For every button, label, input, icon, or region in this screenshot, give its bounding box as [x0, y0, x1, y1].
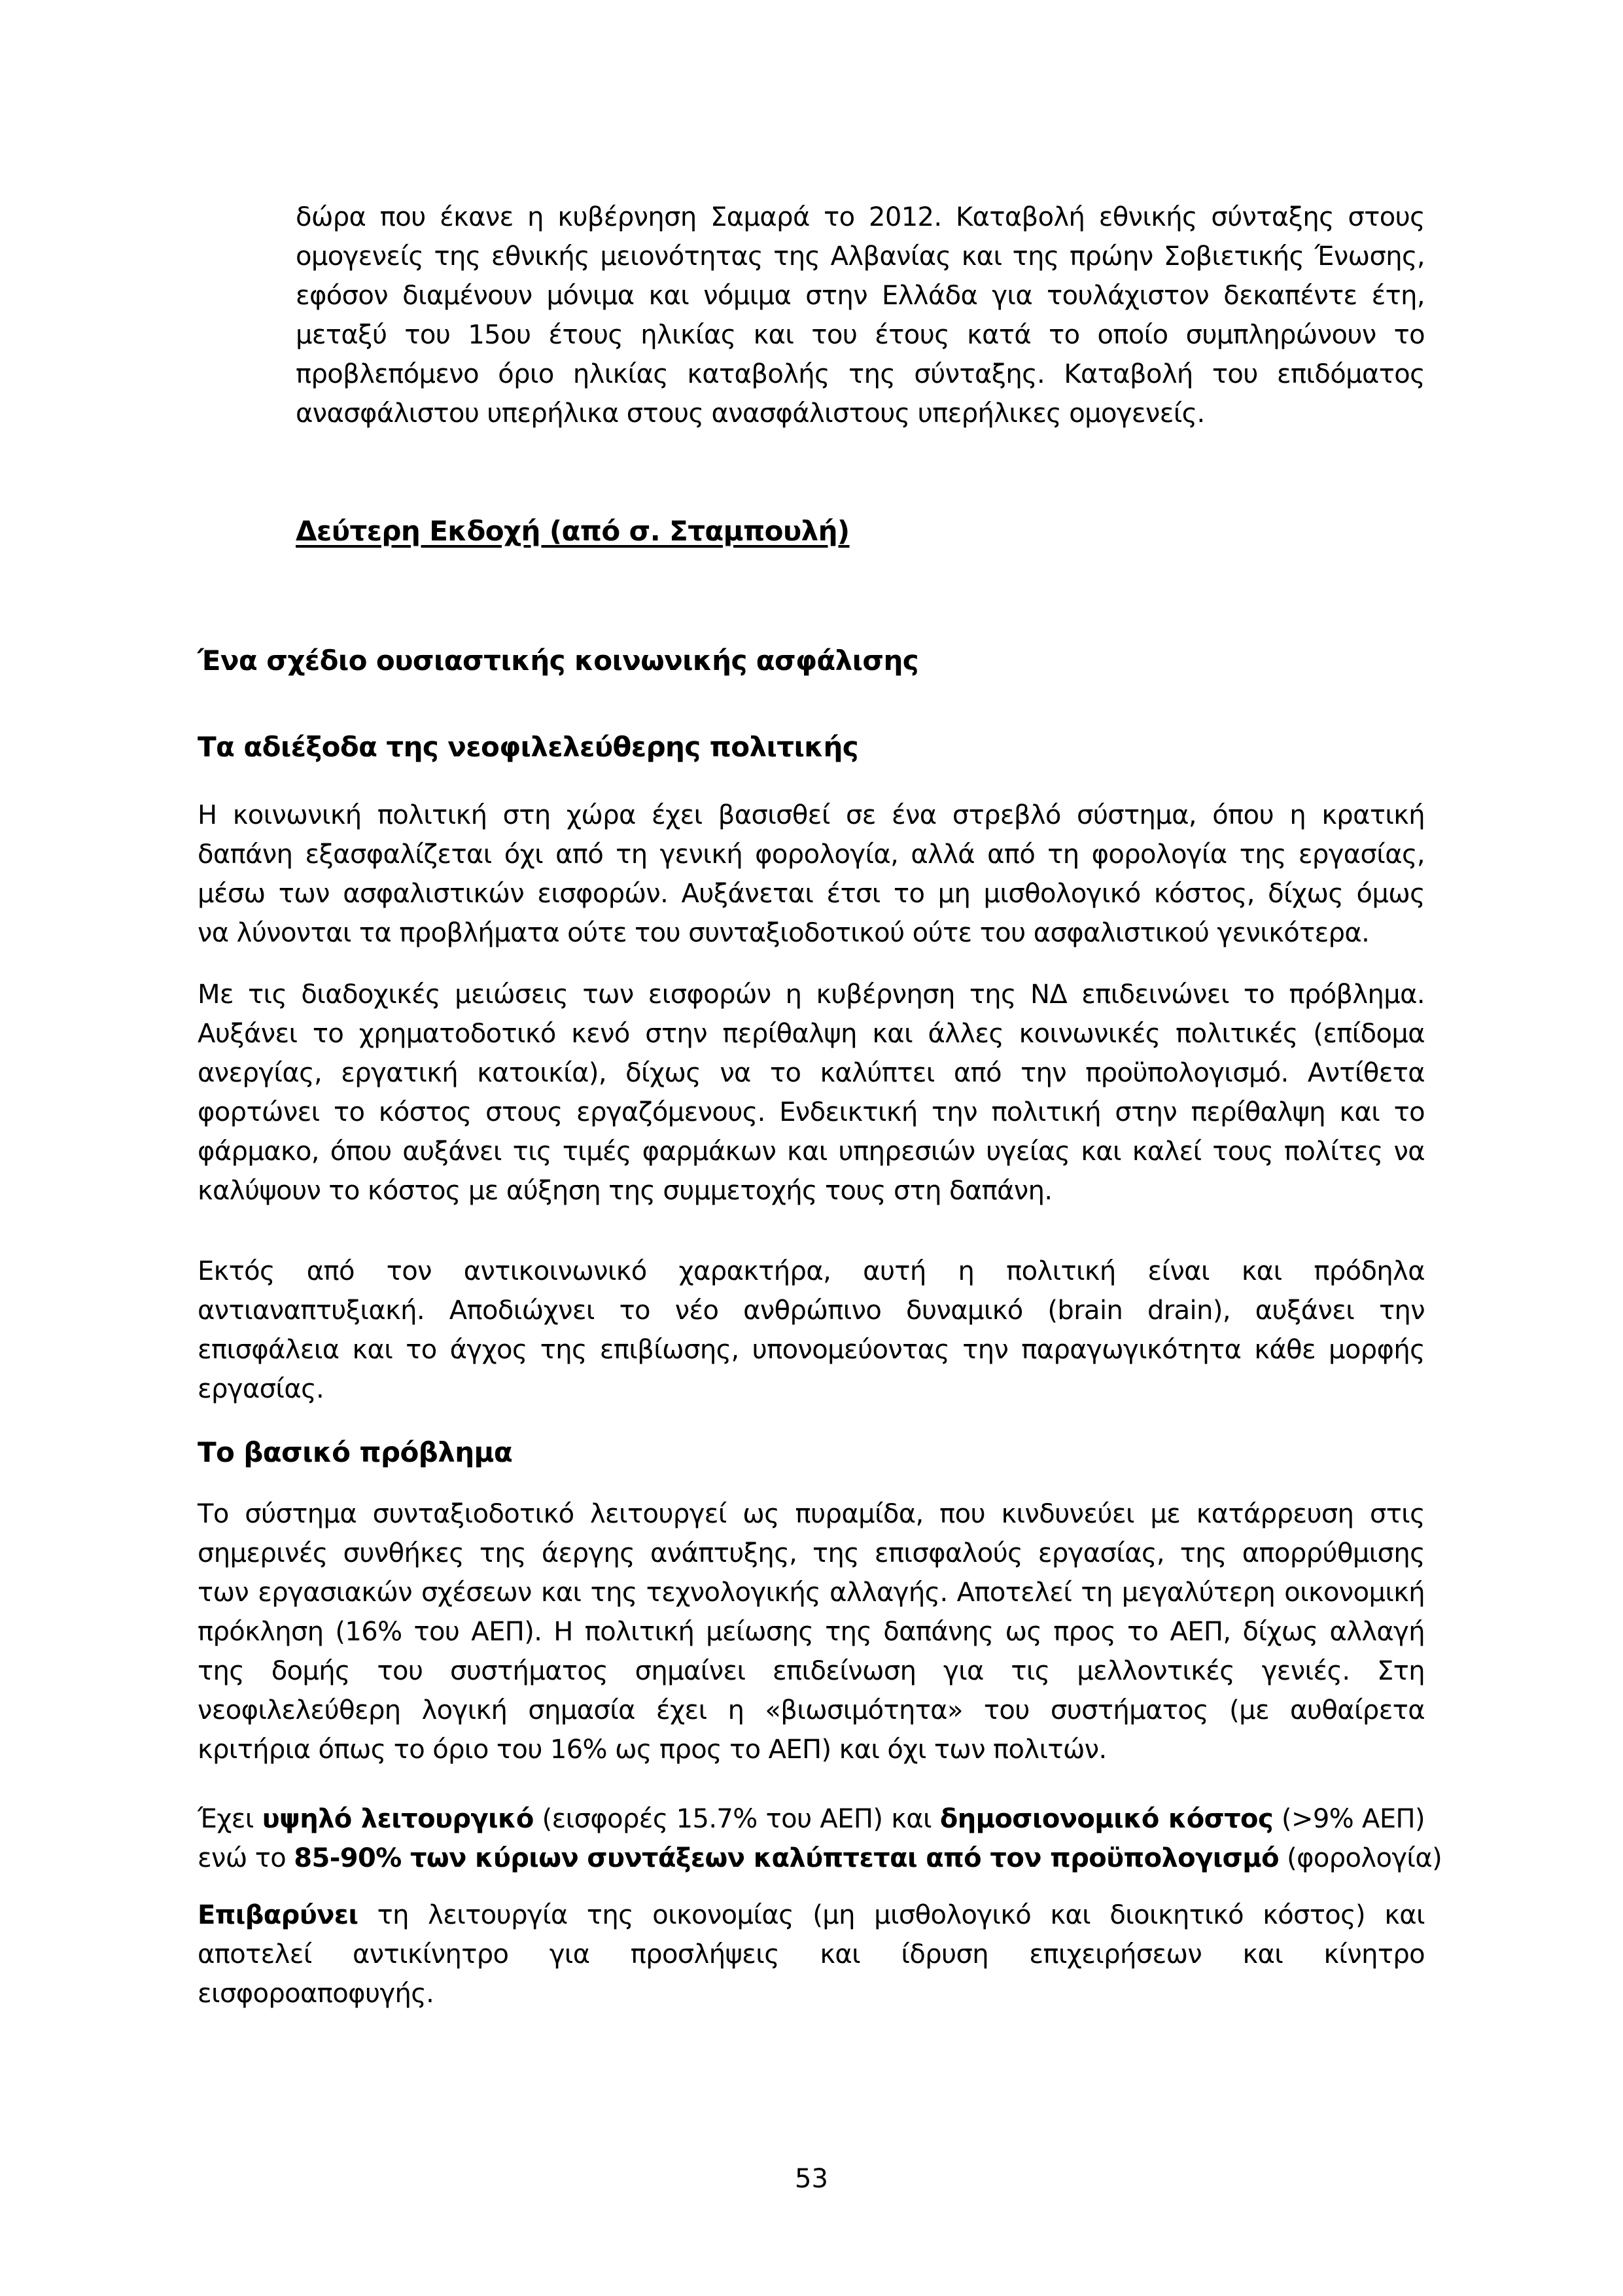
paragraph-line: μέσω των ασφαλιστικών εισφορών. Αυξάνεται έτσι το μη μισθολογικό κόστος, δίχως όμως	[198, 879, 1425, 909]
paragraph-line: Επιβαρύνει τη λειτουργία της οικονομίας (μη μισθολογικό και διοικητικό κόστος) και	[198, 1900, 1425, 1930]
intro-line: προβλεπόμενο όριο ηλικίας καταβολής της σύνταξης. Καταβολή του επιδόματος	[296, 359, 1425, 389]
paragraph-line: καλύψουν το κόστος με αύξηση της συμμετοχής τους στη δαπάνη.	[198, 1176, 1053, 1206]
paragraph-line: Έχει υψηλό λειτουργικό (εισφορές 15.7% του ΑΕΠ) και δημοσιονομικό κόστος (>9% ΑΕΠ)	[198, 1804, 1425, 1834]
paragraph-line: Με τις διαδοχικές μειώσεις των εισφορών η κυβέρνηση της ΝΔ επιδεινώνει το πρόβλημα.	[198, 980, 1425, 1010]
subheading-basic-problem: Το βασικό πρόβλημα	[198, 1436, 513, 1468]
intro-paragraph	[296, 198, 1425, 433]
paragraph-line: να λύνονται τα προβλήματα ούτε του συνταξιοδοτικού ούτε του ασφαλιστικού γενικότερα.	[198, 918, 1370, 948]
intro-line: δώρα που έκανε η κυβέρνηση Σαμαρά το 2012. Καταβολή εθνικής σύνταξης στους	[296, 202, 1425, 232]
intro-line: ομογενείς της εθνικής μειονότητας της Αλβανίας και της πρώην Σοβιετικής Ένωσης,	[296, 241, 1425, 272]
emphasis-fiscal-cost: δημοσιονομικό κόστος	[939, 1804, 1274, 1834]
paragraph-line: φορτώνει το κόστος στους εργαζόμενους. Ενδεικτική την πολιτική στην περίθαλψη και το	[198, 1097, 1425, 1127]
paragraph-line: σημερινές συνθήκες της άεργης ανάπτυξης, της επισφαλούς εργασίας, της απορρύθμισης	[198, 1538, 1425, 1568]
paragraph-3	[198, 1252, 1425, 1409]
paragraph-4	[198, 1494, 1425, 1769]
paragraph-line: αντιαναπτυξιακή. Αποδιώχνει το νέο ανθρώπινο δυναμικό (brain drain), αυξάνει την	[198, 1296, 1425, 1326]
paragraph-line: Η κοινωνική πολιτική στη χώρα έχει βασισθεί σε ένα στρεβλό σύστημα, όπου η κρατική	[198, 800, 1425, 830]
paragraph-1	[198, 796, 1425, 953]
paragraph-line: εισφοροαποφυγής.	[198, 1979, 434, 2009]
paragraph-line: δαπάνη εξασφαλίζεται όχι από τη γενική φορολογία, αλλά από τη φορολογία της εργασίας,	[198, 839, 1425, 870]
paragraph-line: νεοφιλελεύθερη λογική σημασία έχει η «βιωσιμότητα» του συστήματος (με αυθαίρετα	[198, 1695, 1425, 1725]
paragraph-line: Το σύστημα συνταξιοδοτικό λειτουργεί ως πυραμίδα, που κινδυνεύει με κατάρρευση στις	[198, 1499, 1425, 1529]
paragraph-line: Αυξάνει το χρηματοδοτικό κενό στην περίθαλψη και άλλες κοινωνικές πολιτικές (επίδομα	[198, 1019, 1425, 1049]
emphasis-burdens: Επιβαρύνει	[198, 1900, 358, 1930]
paragraph-line: της δομής του συστήματος σημαίνει επιδείνωση για τις μελλοντικές γενιές. Στη	[198, 1656, 1425, 1686]
paragraph-line: των εργασιακών σχέσεων και της τεχνολογικής αλλαγής. Αποτελεί τη μεγαλύτερη οικονομική	[198, 1578, 1425, 1608]
paragraph-line: Εκτός από τον αντικοινωνικό χαρακτήρα, αυτή η πολιτική είναι και πρόδηλα	[198, 1256, 1425, 1286]
section-heading: Δεύτερη Εκδοχή (από σ. Σταμπουλή)	[296, 515, 850, 547]
paragraph-line: ανεργίας, εργατική κατοικία), δίχως να το καλύπτει από την προϋπολογισμό. Αντίθετα	[198, 1058, 1425, 1088]
intro-line: ανασφάλιστου υπερήλικα στους ανασφάλιστους υπερήλικες ομογενείς.	[296, 398, 1205, 429]
emphasis-budget-coverage: 85-90% των κύριων συντάξεων καλύπτεται από τον προϋπολογισμό	[294, 1843, 1279, 1873]
paragraph-2	[198, 975, 1425, 1210]
paragraph-line: εργασίας.	[198, 1374, 324, 1404]
intro-line: μεταξύ του 15ου έτους ηλικίας και του έτους κατά το οποίο συμπληρώνουν το	[296, 320, 1425, 350]
subheading-neoliberal-deadlocks: Τα αδιέξοδα της νεοφιλελεύθερης πολιτικής	[198, 731, 859, 763]
paragraph-line: κριτήρια όπως το όριο του 16% ως προς το ΑΕΠ) και όχι των πολιτών.	[198, 1735, 1107, 1765]
paragraph-line: φάρμακο, όπου αυξάνει τις τιμές φαρμάκων και υπηρεσιών υγείας και καλεί τους πολίτες να	[198, 1137, 1425, 1167]
intro-line: εφόσον διαμένουν μόνιμα και νόμιμα στην Ελλάδα για τουλάχιστον δεκαπέντε έτη,	[296, 281, 1425, 311]
paragraph-line: ενώ το 85-90% των κύριων συντάξεων καλύπτεται από τον προϋπολογισμό (φορολογία)	[198, 1843, 1442, 1873]
emphasis-operating-cost: υψηλό λειτουργικό	[262, 1804, 534, 1834]
document-title: Ένα σχέδιο ουσιαστικής κοινωνικής ασφάλισης	[198, 645, 919, 677]
paragraph-5	[198, 1799, 1442, 1878]
paragraph-line: πρόκληση (16% του ΑΕΠ). Η πολιτική μείωσης της δαπάνης ως προς το ΑΕΠ, δίχως αλλαγή	[198, 1617, 1425, 1647]
paragraph-line: αποτελεί αντικίνητρο για προσλήψεις και ίδρυση επιχειρήσεων και κίνητρο	[198, 1939, 1425, 1969]
paragraph-line: επισφάλεια και το άγχος της επιβίωσης, υπονομεύοντας την παραγωγικότητα κάθε μορφής	[198, 1335, 1425, 1365]
paragraph-6	[198, 1896, 1425, 2013]
page-number: 53	[795, 2164, 828, 2194]
